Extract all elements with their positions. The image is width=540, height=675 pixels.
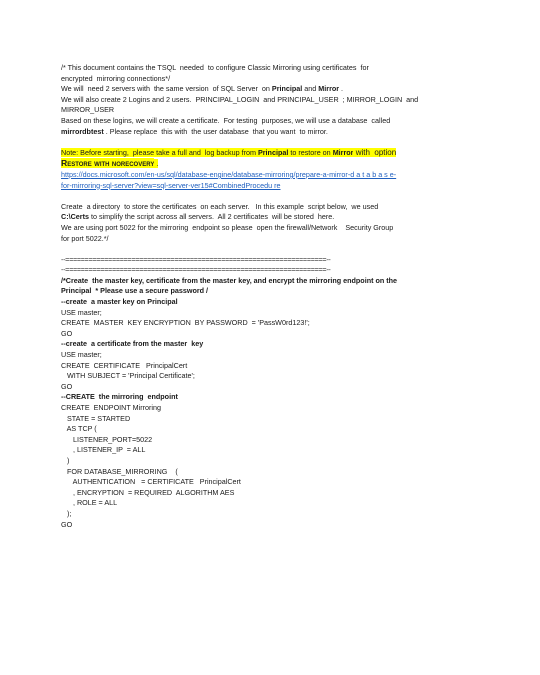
setup-line-3: We are using port 5022 for the mirroring endpoint so please open the firewall/Network Security Group: [61, 222, 394, 232]
principal-term: Principal: [271, 84, 303, 94]
note-line-1: [61, 148, 481, 159]
note-line-2: [61, 158, 481, 170]
intro-text: . Please replace this with the user database that you want to mirror.: [103, 126, 328, 136]
code-line: USE master;: [61, 350, 102, 360]
doc-link[interactable]: https://docs.microsoft.com/en-us/sql/database-engine/database-mirroring/prepare-a-mirror-d a t a b a s e-: [61, 169, 397, 179]
setup-text: to simplify the script across all servers. All 2 certificates will be stored here.: [88, 212, 335, 222]
code-comment: --create a master key on Principal: [61, 297, 178, 307]
intro-line-2: encrypted mirroring connections*/: [61, 73, 171, 83]
note-mirror: Mirror: [332, 147, 354, 157]
code-line: , ROLE = ALL: [61, 498, 118, 508]
intro-line-3: [61, 84, 481, 95]
document-body: [61, 63, 481, 530]
spacer: [61, 137, 481, 148]
setup-line-4: for port 5022.*/: [61, 233, 109, 243]
code-line: AUTHENTICATION = CERTIFICATE PrincipalCert: [61, 477, 241, 487]
code-line: LISTENER_PORT=5022: [61, 434, 153, 444]
code-heading-2: Principal * Please use a secure password /: [61, 286, 209, 296]
cert-path: C:\Certs: [61, 212, 89, 222]
note-text: with option: [353, 147, 397, 157]
separator-line: --===================================================================--: [61, 254, 331, 264]
code-line: AS TCP (: [61, 424, 97, 434]
code-line: CREATE CERTIFICATE PrincipalCert: [61, 360, 188, 370]
note-text: to restore on: [288, 147, 333, 157]
spacer: [61, 191, 481, 202]
note-text: Note: Before starting, please take a full and log backup from: [61, 147, 258, 157]
mirror-term: Mirror: [318, 84, 340, 94]
intro-line-5: MIRROR_USER: [61, 105, 115, 115]
code-comment: --create a certificate from the master key: [61, 339, 204, 349]
code-line: FOR DATABASE_MIRRORING (: [61, 466, 178, 476]
code-line: STATE = STARTED: [61, 413, 131, 423]
note-principal: Principal: [257, 147, 289, 157]
code-line: , ENCRYPTION = REQUIRED ALGORITHM AES: [61, 487, 235, 497]
setup-line-2: [61, 212, 481, 223]
intro-text: .: [339, 84, 344, 94]
separator-line: --===================================================================--: [61, 265, 331, 275]
doc-link[interactable]: for-mirroring-sql-server?view=sql-server-ver15#CombinedProcedu re: [61, 180, 281, 190]
setup-line-1: Create a directory to store the certificates on each server. In this example script below, we used: [61, 201, 379, 211]
note-text: .: [154, 159, 159, 169]
intro-line-4: We will also create 2 Logins and 2 users. PRINCIPAL_LOGIN and PRINCIPAL_USER ; MIRROR_LOGIN and: [61, 94, 419, 104]
code-heading-1: /*Create the master key, certificate from the master key, and encrypt the mirroring endpoint on the: [61, 275, 398, 285]
doc-link-line-2[interactable]: [61, 181, 481, 192]
code-line: , LISTENER_IP = ALL: [61, 445, 146, 455]
code-line: WITH SUBJECT = 'Principal Certificate';: [61, 371, 195, 381]
code-line: USE master;: [61, 307, 102, 317]
database-name: mirrordbtest: [61, 126, 104, 136]
code-line: );: [61, 508, 72, 518]
code-line: ): [61, 455, 70, 465]
intro-text: We will need 2 servers with the same version of SQL Server on: [61, 84, 272, 94]
intro-line-1: /* This document contains the TSQL needed to configure Classic Mirroring using certificates for: [61, 63, 369, 72]
code-comment: --CREATE the mirroring endpoint: [61, 392, 178, 402]
intro-line-6: Based on these logins, we will create a certificate. For testing purposes, we will use a database called: [61, 115, 391, 125]
code-line: CREATE MASTER KEY ENCRYPTION BY PASSWORD = 'PassW0rd123!';: [61, 318, 310, 328]
code-line: GO: [61, 328, 73, 338]
intro-line-7: [61, 127, 481, 138]
code-line: CREATE ENDPOINT Mirroring: [61, 403, 161, 412]
doc-link-line-1[interactable]: [61, 170, 481, 181]
code-line: GO: [61, 381, 73, 391]
intro-text: and: [302, 84, 319, 94]
spacer: [61, 244, 481, 255]
code-line: GO: [61, 519, 73, 529]
restore-option: Restore with norecovery: [61, 158, 155, 169]
